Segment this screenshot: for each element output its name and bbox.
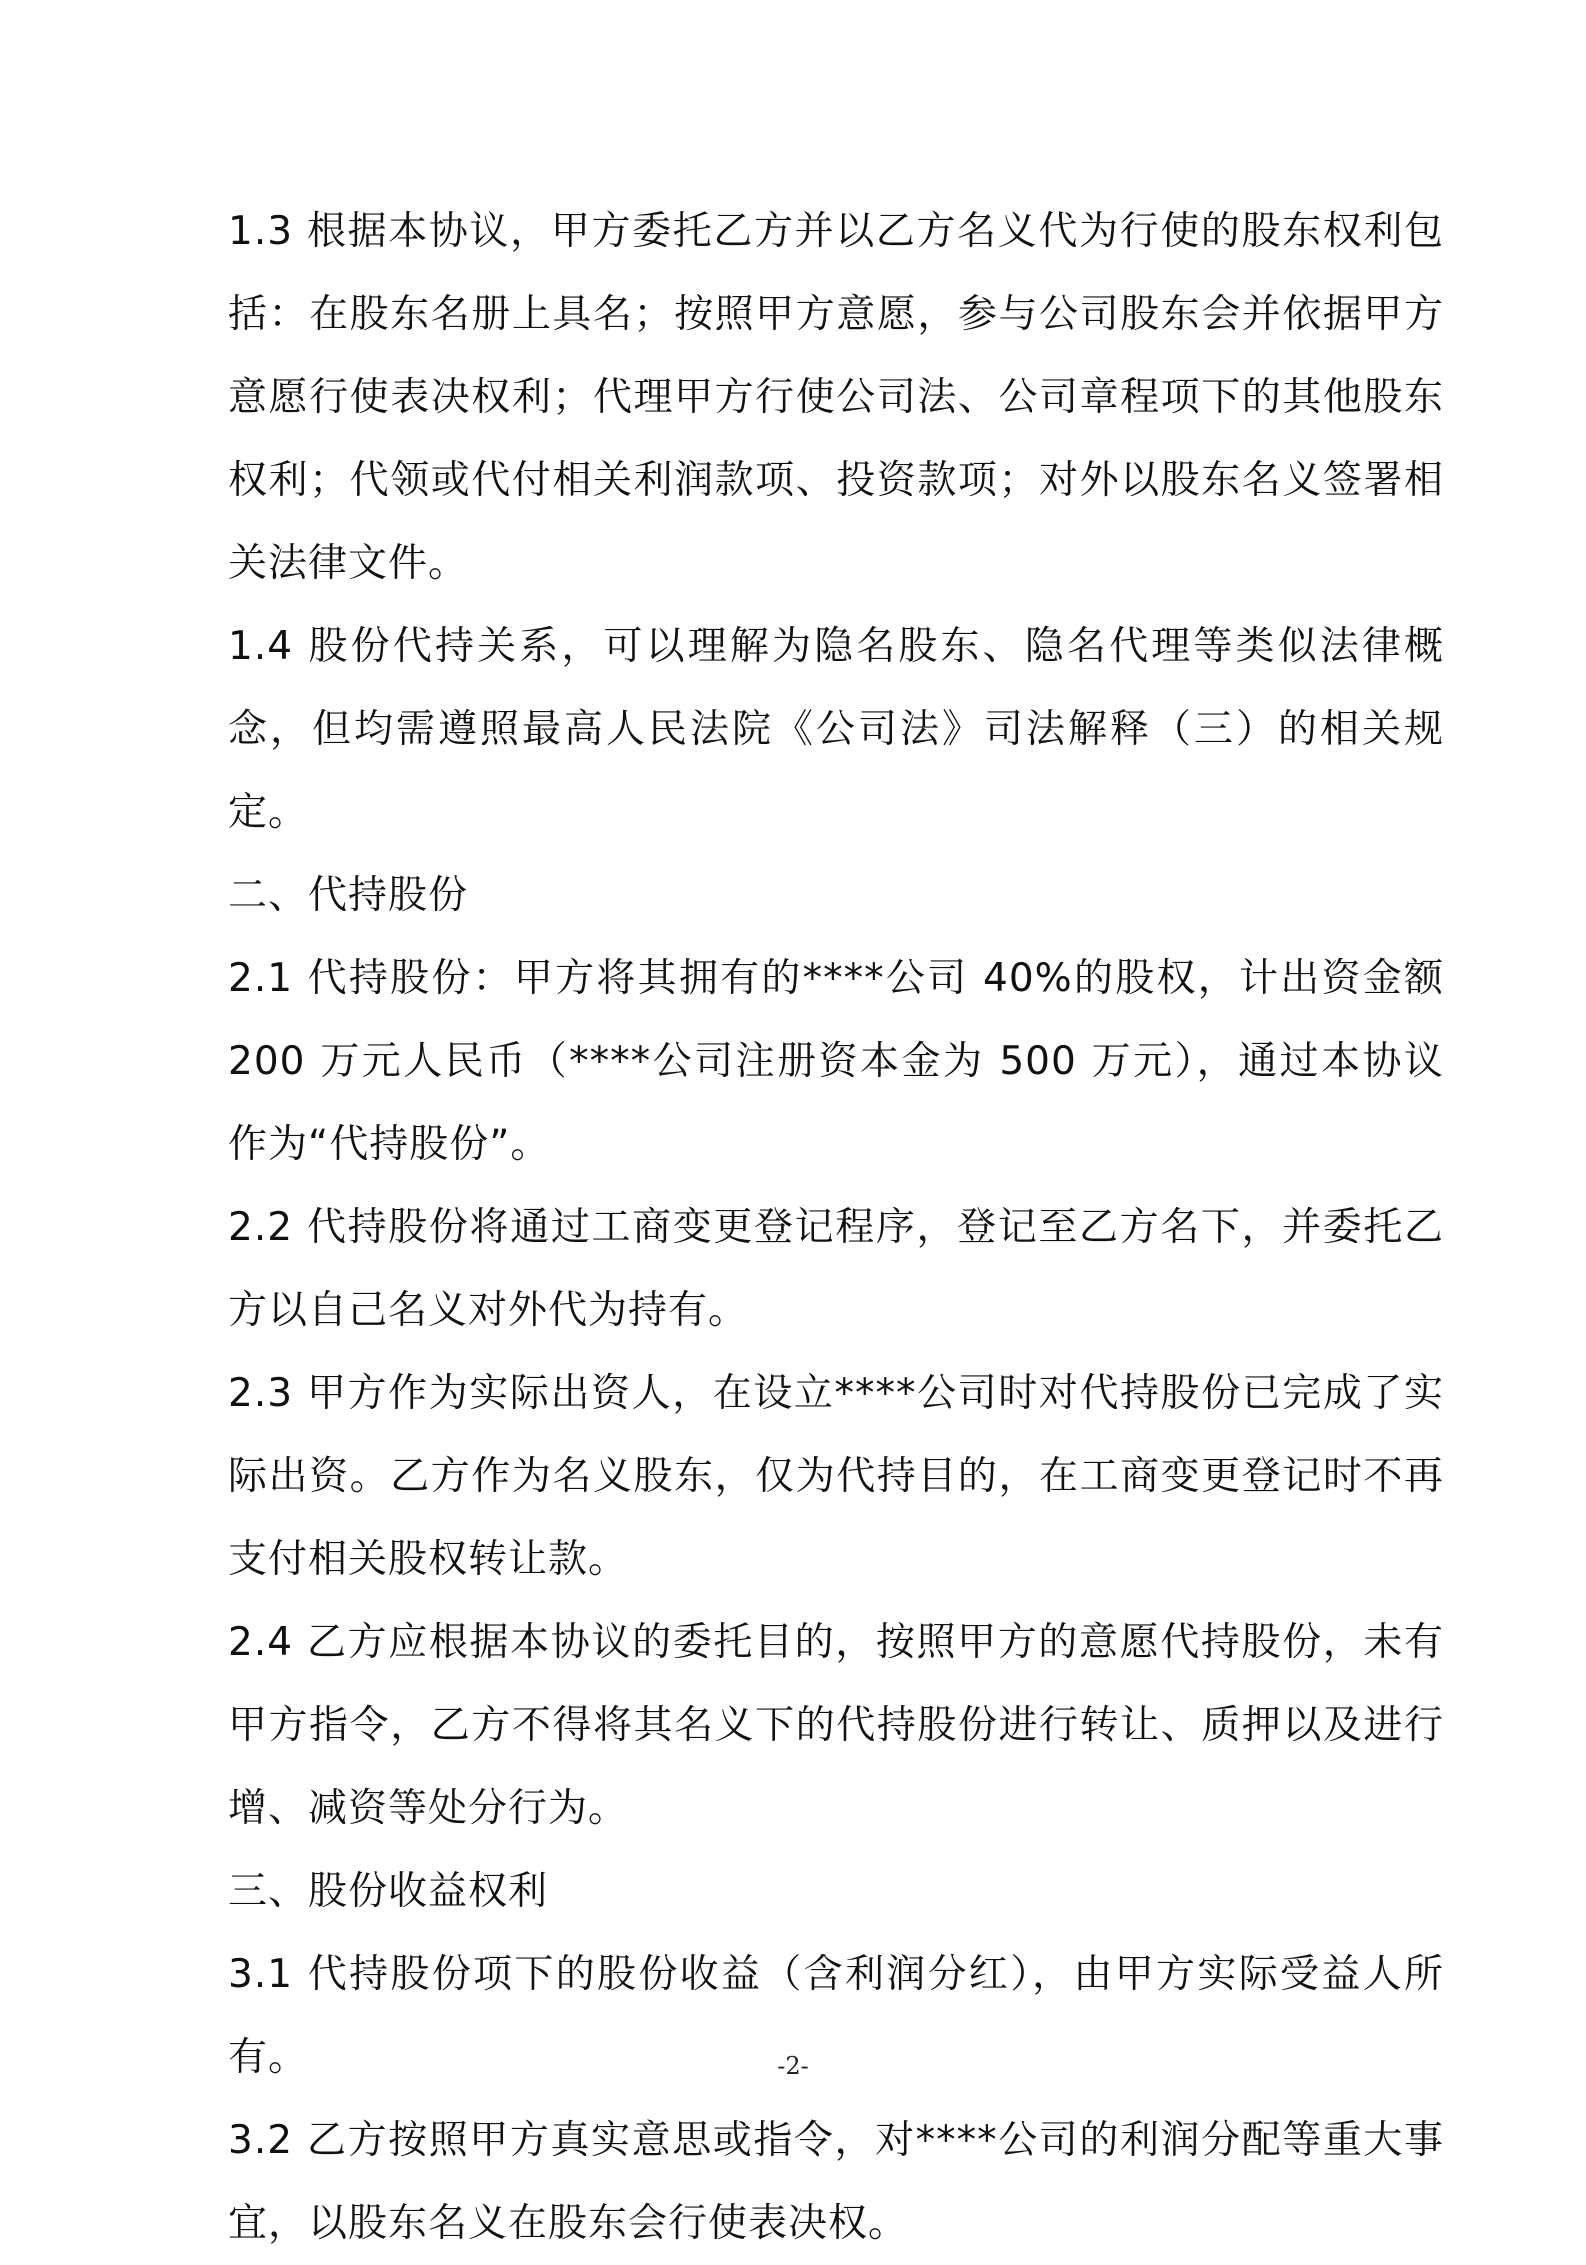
clause-1-3: 1.3 根据本协议，甲方委托乙方并以乙方名义代为行使的股东权利包括：在股东名册上具名；按照甲方意愿，参与公司股东会并依据甲方意愿行使表决权利；代理甲方行使公司法、公司章程项下的其他股东权利；代领或代付相关利润款项、投资款项；对外以股东名义签署相关法律文件。: [228, 209, 1444, 586]
clause-1-4: 1.4 股份代持关系，可以理解为隐名股东、隐名代理等类似法律概念，但均需遵照最高人民法院《公司法》司法解释（三）的相关规定。: [228, 624, 1444, 835]
clause-2-2: 2.2 代持股份将通过工商变更登记程序，登记至乙方名下，并委托乙方以自己名义对外代为持有。: [228, 1205, 1444, 1333]
clause-2-4: 2.4 乙方应根据本协议的委托目的，按照甲方的意愿代持股份，未有甲方指令，乙方不得将其名义下的代持股份进行转让、质押以及进行增、减资等处分行为。: [228, 1620, 1444, 1831]
section-heading-3: 三、股份收益权利: [228, 1869, 549, 1914]
clause-2-1: 2.1 代持股份：甲方将其拥有的****公司 40%的股权，计出资金额 200 万元人民币（****公司注册资本金为 500 万元），通过本协议作为“代持股份”。: [228, 956, 1444, 1167]
clause-2-3: 2.3 甲方作为实际出资人，在设立****公司时对代持股份已完成了实际出资。乙方作为名义股东，仅为代持目的，在工商变更登记时不再支付相关股权转让款。: [228, 1371, 1444, 1582]
document-body: [228, 190, 1444, 2265]
page-number: -2-: [777, 2052, 809, 2080]
section-heading-2: 二、代持股份: [228, 873, 469, 918]
clause-3-2: 3.2 乙方按照甲方真实意思或指令，对****公司的利润分配等重大事宜，以股东名义在股东会行使表决权。: [228, 2118, 1444, 2246]
clause-3-1: 3.1 代持股份项下的股份收益（含利润分红），由甲方实际受益人所有。: [228, 1952, 1444, 2080]
